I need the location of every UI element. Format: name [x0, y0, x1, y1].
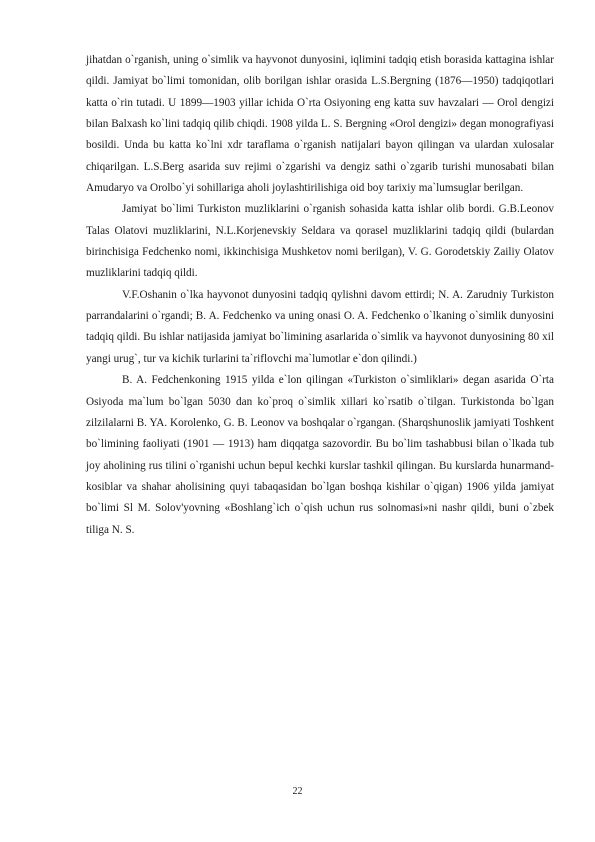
- paragraph-1: jihatdan o`rganish, uning o`simlik va hayvonot dunyosini, iqlimini tadqiq etish borasida kattagina ishlar qildi. Jamiyat bo`limi tomonidan, olib borilgan ishlar orasida L.S.Bergning (1876—1950) tadqiqotlari katta o`rin tutadi. U 1899—1903 yillar ichida O`rta Osiyoning eng katta suv havzalari — Orol dengizi bilan Balxash ko`lini tadqiq qilib chiqdi. 1908 yilda L. S. Bergning «Orol dengizi» degan monografiyasi bosildi. Unda bu katta ko`lni xdr taraflama o`rganish natijalari bayon qilingan va ulardan xulosalar chiqarilgan. L.S.Berg asarida suv rejimi o`zgarishi va dengiz sathi o`zgarib turishi munosabati bilan Amudaryo va Orolbo`yi sohillariga aholi joylashtirilishiga oid boy tarixiy ma`lumsuglar berilgan.: [86, 54, 554, 195]
- page-number: 22: [292, 786, 303, 797]
- paragraph-4: B. A. Fedchenkoning 1915 yilda e`lon qilingan «Turkiston o`simliklari» degan asarida O`rta Osiyoda ma`lum bo`lgan 5030 dan ko`proq o`simlik xillari ko`rsatib o`tilgan. Turkistonda bo`lgan zilzilalarni B. YA. Korolenko, G. B. Leonov va boshqalar o`rgangan. (Sharqshunoslik jamiyati Toshkent bo`limining faoliyati (1901 — 1913) ham diqqatga sazovordir. Bu bo`lim tashabbusi bilan o`lkada tub joy aholining rus tilini o`rganishi uchun bepul kechki kurslar tashkil qilingan. Bu kurslarda hunarmand-kosiblar va shahar aholisining quyi tabaqasidan bo`lgan boshqa kishilar o`qigan) 1906 yilda jamiyat bo`limi Sl M. Solov'yovning «Boshlang`ich o`qish uchun rus solnomasi»ni nashr qildi, buni o`zbek tiliga N. S.: [86, 374, 554, 536]
- paragraph-2: Jamiyat bo`limi Turkiston muzliklarini o`rganish sohasida katta ishlar olib bordi. G.B.Leonov Talas Olatovi muzliklarini, N.L.Korjenevskiy Seldara va qorasel muzliklarini tadqiq qildi (bulardan birinchisiga Fedchenko nomi, ikkinchisiga Mushketov nomi berilgan), V. G. Gorodetskiy Zailiy Olatov muzliklarini tadqiq qildi.: [86, 203, 554, 280]
- paragraph-3: V.F.Oshanin o`lka hayvonot dunyosini tadqiq qylishni davom ettirdi; N. A. Zarudniy Turkiston parrandalarini o`rgandi; B. A. Fedchenko va uning onasi O. A. Fedchenko o`lkaning o`simlik dunyosini tadqiq qildi. Bu ishlar natijasida jamiyat bo`limining asarlarida o`simlik va hayvonot dunyosining 80 xil yangi urug`, tur va kichik turlarini ta`riflovchi ma`lumotlar e`don qilindi.): [86, 288, 554, 365]
- document-body: [86, 50, 554, 541]
